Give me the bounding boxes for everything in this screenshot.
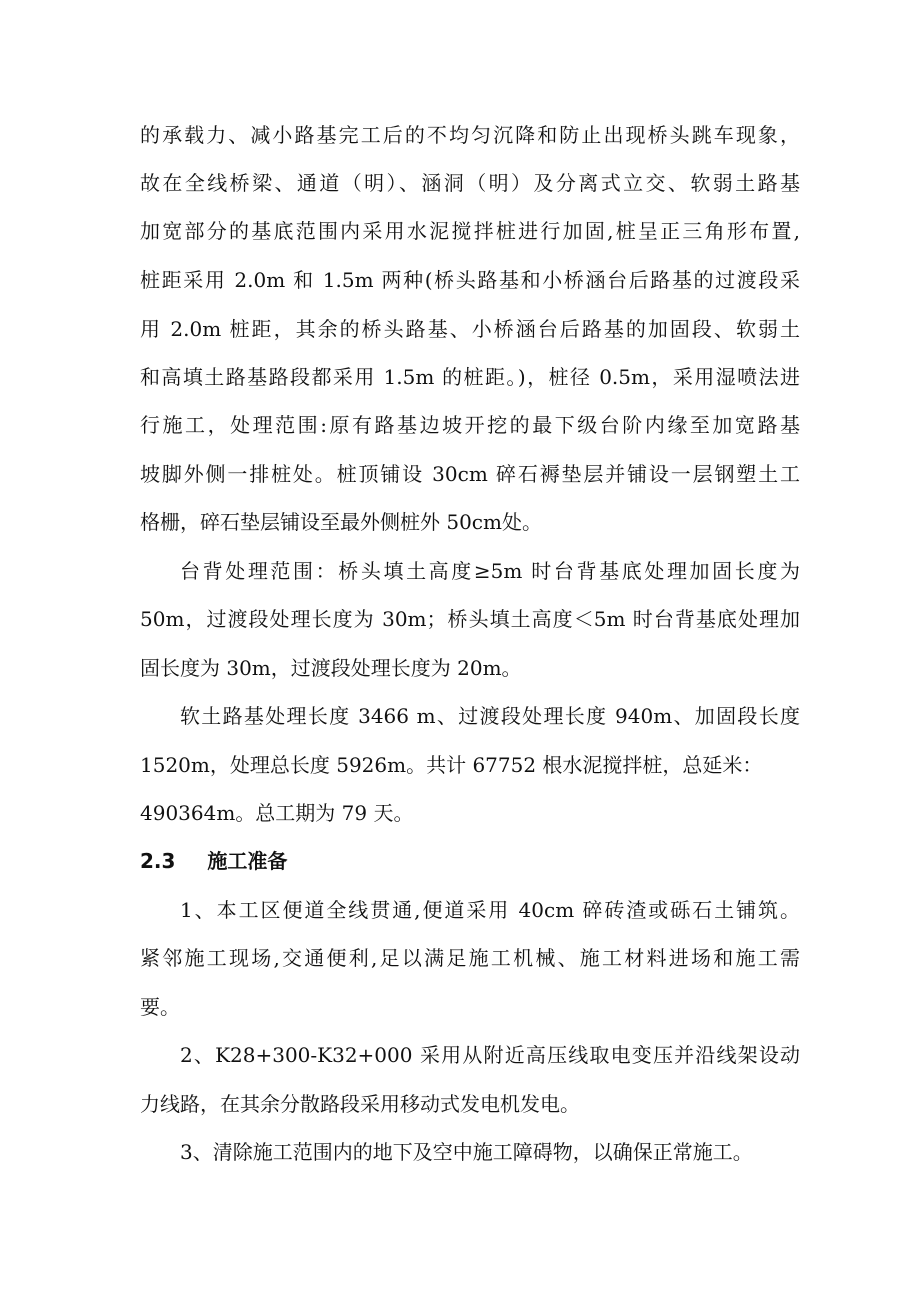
text-line: 2、K28+300-K32+000 采用从附近高压线取电变压并沿线架设动 bbox=[180, 1043, 800, 1067]
text-line: 力线路，在其余分散路段采用移动式发电机发电。 bbox=[140, 1092, 580, 1116]
text-line: 固长度为 30m，过渡段处理长度为 20m。 bbox=[140, 656, 522, 680]
text-line: 桩距采用 2.0m 和 1.5m 两种(桥头路基和小桥涵台后路基的过渡段采 bbox=[140, 268, 800, 292]
text-line: 紧邻施工现场,交通便利,足以满足施工机械、施工材料进场和施工需 bbox=[140, 946, 800, 970]
section-heading bbox=[140, 845, 800, 877]
text-line: 1、本工区便道全线贯通,便道采用 40cm 碎砖渣或砾石土铺筑。 bbox=[180, 898, 800, 922]
text-line: 3、清除施工范围内的地下及空中施工障碍物，以确保正常施工。 bbox=[180, 1140, 753, 1164]
section-title: 施工准备 bbox=[207, 849, 288, 873]
text-line: 的承载力、减小路基完工后的不均匀沉降和防止出现桥头跳车现象， bbox=[140, 123, 800, 147]
text-line: 软土路基处理长度 3466 m、过渡段处理长度 940m、加固段长度 bbox=[180, 704, 800, 728]
text-line: 台背处理范围：桥头填土高度≥5m 时台背基底处理加固长度为 bbox=[180, 559, 800, 583]
text-line: 要。 bbox=[140, 995, 180, 1019]
text-line: 行施工，处理范围:原有路基边坡开挖的最下级台阶内缘至加宽路基 bbox=[140, 413, 800, 437]
text-line: 和高填土路基路段都采用 1.5m 的桩距。)，桩径 0.5m，采用湿喷法进 bbox=[140, 365, 800, 389]
section-number: 2.3 bbox=[140, 849, 176, 873]
text-line: 用 2.0m 桩距，其余的桥头路基、小桥涵台后路基的加固段、软弱土 bbox=[140, 317, 800, 341]
text-line: 加宽部分的基底范围内采用水泥搅拌桩进行加固,桩呈正三角形布置, bbox=[140, 219, 800, 243]
text-line: 50m，过渡段处理长度为 30m；桥头填土高度＜5m 时台背基底处理加 bbox=[140, 607, 800, 631]
text-line: 490364m。总工期为 79 天。 bbox=[140, 801, 414, 825]
text-line: 坡脚外侧一排桩处。桩顶铺设 30cm 碎石褥垫层并铺设一层钢塑土工 bbox=[140, 462, 800, 486]
text-line: 故在全线桥梁、通道（明）、涵洞（明）及分离式立交、软弱土路基 bbox=[140, 171, 800, 195]
text-line: 格栅，碎石垫层铺设至最外侧桩外 50cm处。 bbox=[140, 510, 542, 534]
text-line: 1520m，处理总长度 5926m。共计 67752 根水泥搅拌桩，总延米： bbox=[140, 753, 763, 777]
